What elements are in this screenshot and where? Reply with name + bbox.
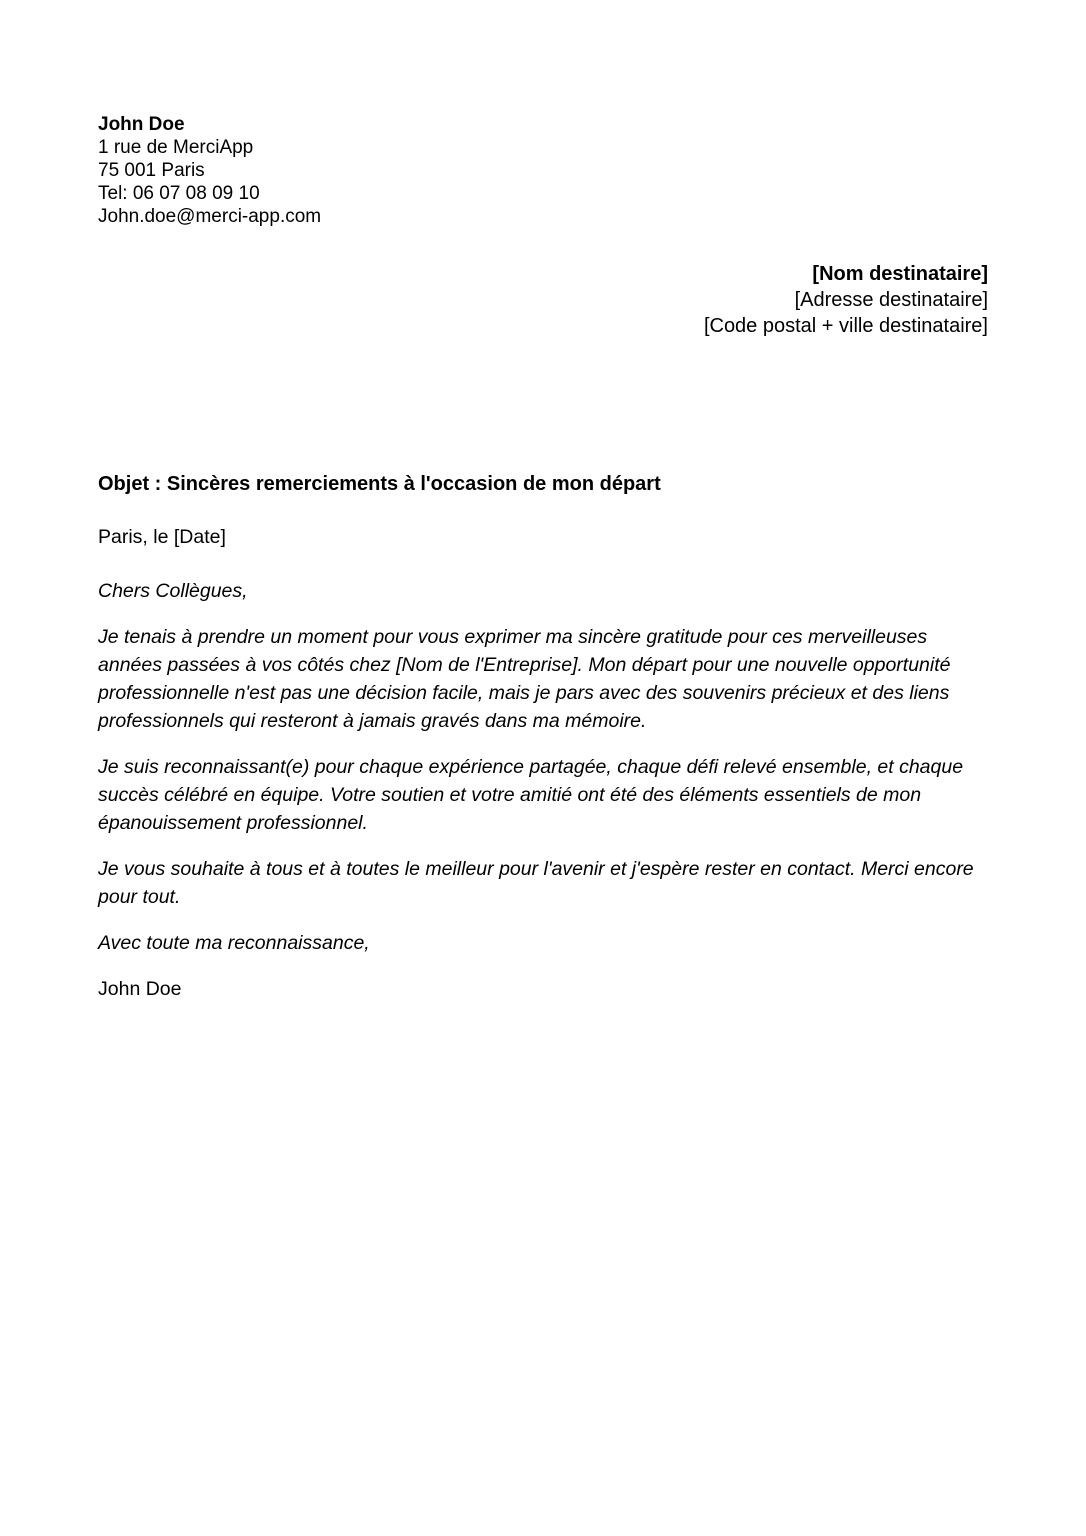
sender-address-line: 1 rue de MerciApp bbox=[98, 137, 254, 158]
sender-name: John Doe bbox=[98, 114, 185, 135]
subject-line: Objet : Sincères remerciements à l'occasion de mon départ bbox=[98, 473, 661, 495]
body-paragraph-3: Je vous souhaite à tous et à toutes le meilleur pour l'avenir et j'espère rester en contact. Merci encore pour tout. bbox=[98, 858, 974, 908]
sender-email-line: John.doe@merci-app.com bbox=[98, 206, 322, 227]
sender-phone-line: Tel: 06 07 08 09 10 bbox=[98, 183, 260, 204]
body-paragraph-2: Je suis reconnaissant(e) pour chaque expérience partagée, chaque défi relevé ensemble, et chaque succès célébré en équipe. Votre soutien et votre amitié ont été des éléments essentiels de mon épanouissement professionnel. bbox=[98, 756, 964, 834]
recipient-name-placeholder: [Nom destinataire] bbox=[812, 263, 988, 285]
sender-block bbox=[98, 113, 988, 228]
signature-name: John Doe bbox=[98, 978, 182, 1000]
date-line: Paris, le [Date] bbox=[98, 526, 226, 548]
recipient-address-placeholder: [Adresse destinataire] bbox=[794, 289, 988, 311]
salutation: Chers Collègues, bbox=[98, 580, 248, 602]
body-paragraph-1: Je tenais à prendre un moment pour vous exprimer ma sincère gratitude pour ces merveilleuses années passées à vos côtés chez [Nom de l'Entreprise]. Mon départ pour une nouvelle opportunité professionnelle n'est pas une décision facile, mais je pars avec des souvenirs précieux et des liens professionnels qui resteront à jamais gravés dans ma mémoire. bbox=[98, 626, 951, 732]
recipient-postal-city-placeholder: [Code postal + ville destinataire] bbox=[703, 315, 988, 337]
recipient-block bbox=[98, 261, 988, 339]
sender-city-line: 75 001 Paris bbox=[98, 160, 205, 181]
closing-line: Avec toute ma reconnaissance, bbox=[98, 932, 370, 954]
